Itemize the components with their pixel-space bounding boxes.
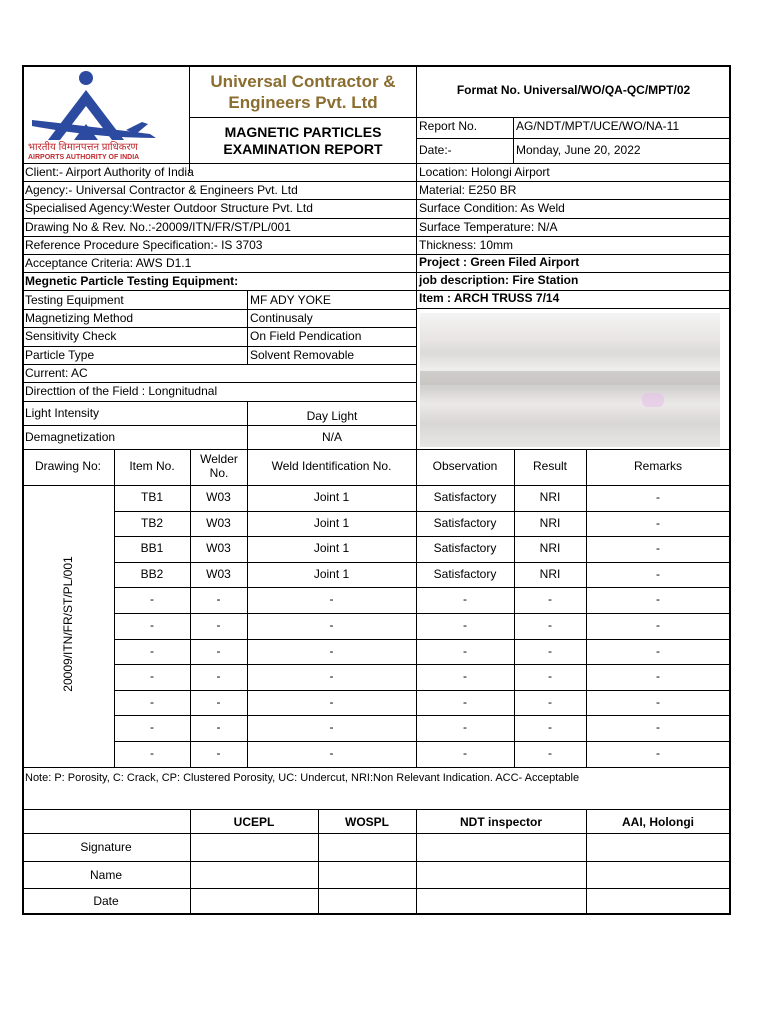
date-label: Date:- [419, 143, 452, 157]
row-divider [114, 587, 730, 588]
signoff-row-name: Name [89, 868, 122, 882]
light-intensity-label: Light Intensity [25, 406, 100, 420]
row-divider [114, 741, 730, 742]
particle-type-value: Solvent Removable [250, 348, 355, 362]
mpt-equipment-heading: Megnetic Particle Testing Equipment: [25, 274, 239, 288]
cell-item-no: BB1 [140, 541, 164, 556]
cell-result: NRI [539, 541, 561, 556]
cell-welder-no: W03 [206, 490, 231, 504]
cell-result: NRI [539, 566, 561, 581]
cell-item-no: - [150, 720, 154, 735]
cell-remarks: - [656, 669, 660, 684]
cell-item-no: TB2 [140, 515, 163, 530]
acceptance-criteria-info: Acceptance Criteria: AWS D1.1 [25, 256, 192, 270]
company-name-line2: Engineers Pvt. Ltd [228, 93, 378, 112]
cell-observation: Satisfactory [433, 490, 497, 504]
cell-welder-no: W03 [206, 515, 231, 530]
cell-item-no: - [150, 643, 154, 658]
magnetizing-method-label: Magnetizing Method [25, 311, 134, 325]
field-direction-info: Directtion of the Field : Longnitudnal [25, 384, 218, 398]
cell-remarks: - [656, 720, 660, 735]
cell-item-no: TB1 [140, 490, 163, 504]
cell-remarks: - [656, 566, 660, 581]
cell-item-no: - [150, 618, 154, 632]
agency-info: Agency:- Universal Contractor & Engineers Pvt. Ltd [25, 183, 298, 197]
cell-observation: - [463, 618, 467, 632]
current-info: Current: AC [25, 366, 88, 380]
row-divider [114, 613, 730, 614]
magnetizing-method-value: Continusaly [250, 311, 313, 325]
demagnetization-value: N/A [321, 430, 342, 444]
cell-weld-id: - [329, 618, 334, 632]
signoff-col-wospl: WOSPL [345, 815, 389, 829]
cell-observation: - [463, 669, 467, 684]
surface-condition-info: Surface Condition: As Weld [419, 201, 565, 215]
demagnetization-label: Demagnetization [25, 430, 116, 444]
col-header-item-no: Item No. [129, 459, 175, 473]
company-name-line1: Universal Contractor & [210, 72, 396, 91]
cell-item-no: - [150, 669, 154, 684]
reference-procedure-info: Reference Procedure Specification:- IS 3703 [25, 238, 263, 252]
logo-hindi-text: भारतीय विमानपत्तन प्राधिकरण [28, 142, 138, 153]
col-header-remarks: Remarks [633, 459, 682, 473]
cell-welder-no: - [216, 592, 221, 607]
signoff-col-ndt-inspector: NDT inspector [459, 815, 542, 829]
drawing-number-vertical: 20009/ITN/FR/ST/PL/001 [61, 556, 75, 692]
cell-weld-id: Joint 1 [313, 515, 350, 530]
cell-weld-id: - [329, 592, 334, 607]
cell-welder-no: - [216, 669, 221, 684]
cell-item-no: - [150, 746, 154, 760]
location-info: Location: Holongi Airport [419, 165, 550, 179]
material-info: Material: E250 BR [419, 183, 517, 197]
sensitivity-check-label: Sensitivity Check [25, 329, 117, 343]
item-info: Item : ARCH TRUSS 7/14 [419, 291, 560, 305]
specialised-agency-info: Specialised Agency:Wester Outdoor Structure Pvt. Ltd [25, 201, 313, 215]
cell-item-no: BB2 [140, 566, 164, 581]
cell-remarks: - [656, 618, 660, 632]
col-header-observation: Observation [432, 459, 498, 473]
row-divider [114, 639, 730, 640]
cell-remarks: - [656, 643, 660, 658]
cell-weld-id: Joint 1 [313, 490, 350, 504]
weld-photo [420, 313, 720, 447]
row-divider [114, 690, 730, 691]
report-title-line2: EXAMINATION REPORT [223, 141, 383, 157]
thickness-info: Thickness: 10mm [419, 238, 514, 252]
signoff-row-signature: Signature [80, 840, 132, 854]
cell-remarks: - [656, 490, 660, 504]
report-title-line1: MAGNETIC PARTICLES [224, 124, 382, 140]
cell-observation: - [463, 746, 467, 760]
particle-type-label: Particle Type [25, 348, 95, 362]
cell-welder-no: - [216, 720, 221, 735]
cell-result: - [548, 618, 552, 632]
cell-welder-no: - [216, 643, 221, 658]
weld-seam [420, 371, 720, 385]
testing-equipment-value: MF ADY YOKE [250, 293, 331, 307]
signoff-col-aai-holongi: AAI, Holongi [622, 815, 694, 829]
report-sheet [22, 65, 730, 915]
report-no-label: Report No. [419, 119, 478, 133]
note-text: Note: P: Porosity, C: Crack, CP: Clustered Porosity, UC: Undercut, NRI:Non Relevant Indication. ACC- Acceptable [25, 772, 580, 784]
cell-welder-no: W03 [206, 566, 231, 581]
signoff-col-ucepl: UCEPL [233, 815, 275, 829]
sensitivity-check-value: On Field Pendication [250, 329, 362, 343]
client-info: Client:- Airport Authority of India [25, 165, 194, 179]
cell-welder-no: W03 [206, 541, 231, 556]
row-divider [114, 536, 730, 537]
report-no-value: AG/NDT/MPT/UCE/WO/NA-11 [516, 119, 680, 133]
cell-weld-id: - [329, 746, 334, 760]
cell-weld-id: Joint 1 [313, 566, 350, 581]
project-info: Project : Green Filed Airport [419, 255, 580, 269]
cell-observation: - [463, 720, 467, 735]
row-divider [114, 511, 730, 512]
cell-weld-id: - [329, 694, 334, 709]
date-value: Monday, June 20, 2022 [516, 143, 641, 157]
row-divider [114, 664, 730, 665]
cell-result: - [548, 643, 552, 658]
cell-weld-id: Joint 1 [313, 541, 350, 556]
cell-result: - [548, 669, 552, 684]
cell-observation: Satisfactory [433, 541, 497, 556]
cell-remarks: - [656, 746, 660, 760]
cell-remarks: - [656, 541, 660, 556]
cell-result: - [548, 592, 552, 607]
cell-result: NRI [539, 515, 561, 530]
cell-remarks: - [656, 592, 660, 607]
cell-observation: Satisfactory [433, 566, 497, 581]
row-divider [114, 715, 730, 716]
cell-weld-id: - [329, 720, 334, 735]
signoff-row-date: Date [93, 894, 119, 908]
job-description-info: job description: Fire Station [419, 273, 579, 287]
cell-result: NRI [539, 490, 561, 504]
cell-weld-id: - [329, 669, 334, 684]
light-intensity-value: Day Light [306, 409, 358, 423]
col-header-drawing-no: Drawing No: [34, 459, 102, 473]
cell-welder-no: - [216, 618, 221, 632]
testing-equipment-label: Testing Equipment [25, 293, 124, 307]
row-divider [114, 562, 730, 563]
cell-welder-no: - [216, 694, 221, 709]
indication-mark [642, 393, 664, 407]
cell-weld-id: - [329, 643, 334, 658]
surface-temperature-info: Surface Temperature: N/A [419, 220, 558, 234]
logo-english-text: AIRPORTS AUTHORITY OF INDIA [28, 154, 140, 161]
cell-item-no: - [150, 592, 154, 607]
cell-welder-no: - [216, 746, 221, 760]
cell-observation: Satisfactory [433, 515, 497, 530]
cell-remarks: - [656, 694, 660, 709]
format-number: Format No. Universal/WO/QA-QC/MPT/02 [456, 83, 691, 97]
col-header-result: Result [532, 459, 567, 473]
drawing-rev-info: Drawing No & Rev. No.:-20009/ITN/FR/ST/PL/001 [25, 220, 291, 234]
col-header-weld-id: Weld Identification No. [271, 459, 392, 473]
cell-result: - [548, 720, 552, 735]
cell-result: - [548, 694, 552, 709]
cell-result: - [548, 746, 552, 760]
cell-item-no: - [150, 694, 154, 709]
cell-observation: - [463, 694, 467, 709]
cell-remarks: - [656, 515, 660, 530]
col-header-welder-no: Welder No. [200, 452, 238, 480]
cell-observation: - [463, 592, 467, 607]
cell-observation: - [463, 643, 467, 658]
